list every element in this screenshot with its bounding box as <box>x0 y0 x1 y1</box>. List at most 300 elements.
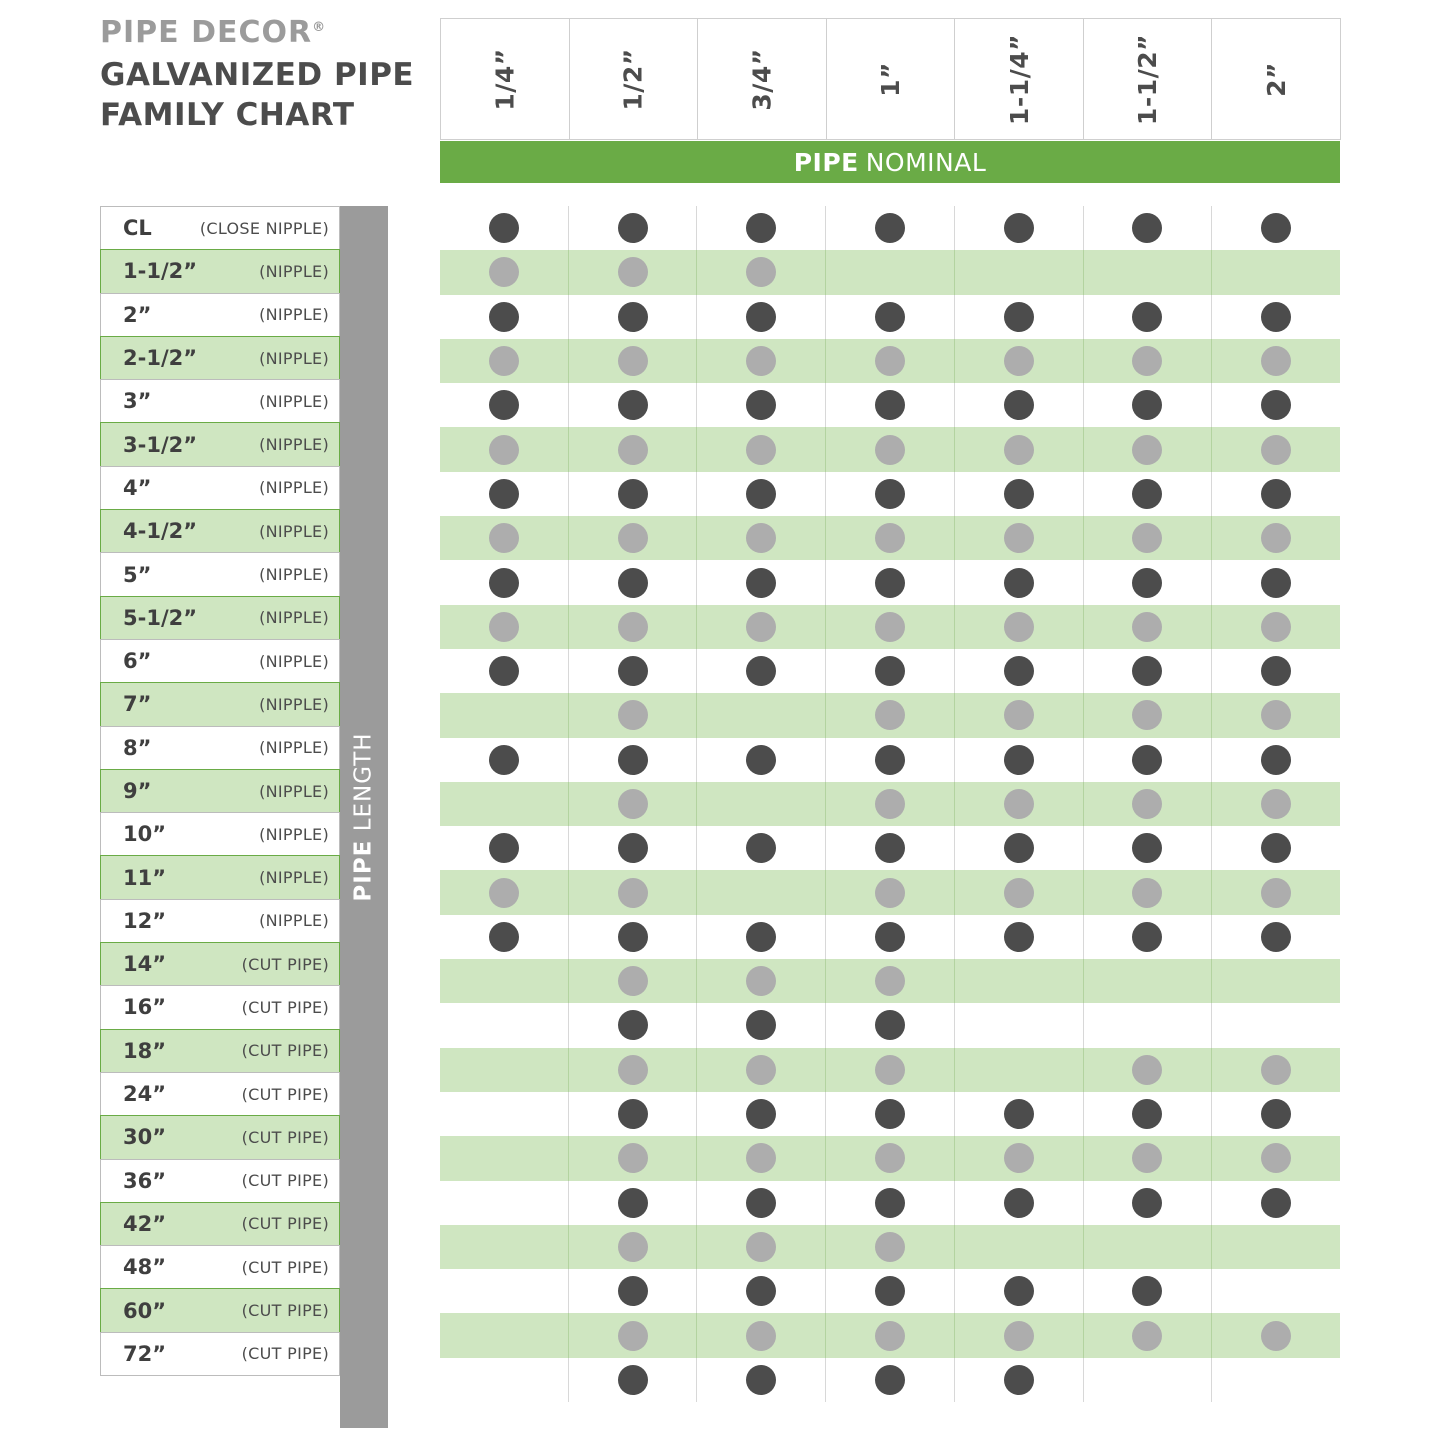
grid-cell <box>696 206 825 250</box>
availability-dot <box>1132 656 1162 686</box>
availability-dot <box>1004 878 1034 908</box>
grid-cell <box>696 250 825 294</box>
row-label-kind: (NIPPLE) <box>259 868 329 888</box>
grid-cell <box>825 738 954 782</box>
empty-cell <box>1261 1276 1291 1306</box>
grid-cell <box>954 516 1083 560</box>
availability-dot <box>618 1321 648 1351</box>
availability-dot <box>489 745 519 775</box>
availability-dot <box>1004 1143 1034 1173</box>
availability-dot <box>1132 523 1162 553</box>
grid-cell <box>568 1003 697 1047</box>
grid-cell <box>440 427 568 471</box>
grid-cell <box>568 339 697 383</box>
grid-cell <box>696 693 825 737</box>
row-label-size: 2-1/2” <box>123 346 198 371</box>
grid-cell <box>1083 870 1212 914</box>
grid-cell <box>1211 1136 1340 1180</box>
availability-dot <box>875 479 905 509</box>
page-title <box>100 56 430 135</box>
grid-cell <box>440 206 568 250</box>
grid-cell <box>1083 295 1212 339</box>
table-row <box>440 605 1340 649</box>
grid-cell <box>568 295 697 339</box>
grid-cell <box>1083 516 1212 560</box>
grid-cell <box>1211 1092 1340 1136</box>
column-headers <box>440 18 1340 140</box>
row-label-kind: (CUT PIPE) <box>241 1084 329 1104</box>
row-label-kind: (NIPPLE) <box>259 391 329 411</box>
availability-dot <box>746 390 776 420</box>
pipe-nominal-bold: PIPE <box>793 147 859 177</box>
availability-dot <box>618 523 648 553</box>
availability-dot <box>1004 656 1034 686</box>
grid-cell <box>825 1358 954 1402</box>
grid-cell <box>825 1225 954 1269</box>
row-label-kind: (NIPPLE) <box>259 694 329 714</box>
availability-dot <box>618 700 648 730</box>
grid-cell <box>825 826 954 870</box>
grid-cell <box>440 250 568 294</box>
grid-cell <box>696 1048 825 1092</box>
row-label <box>100 985 340 1029</box>
row-label-column <box>100 206 340 1375</box>
empty-cell <box>489 1099 519 1129</box>
grid-cell <box>825 472 954 516</box>
column-header-label: 1-1/2” <box>1133 33 1163 125</box>
grid-cell <box>954 1003 1083 1047</box>
empty-cell <box>1004 1232 1034 1262</box>
availability-dot <box>1132 346 1162 376</box>
row-label-size: 4-1/2” <box>123 519 198 544</box>
grid-cell <box>1083 472 1212 516</box>
empty-cell <box>1132 966 1162 996</box>
grid-cell <box>825 206 954 250</box>
grid-cell <box>825 295 954 339</box>
grid-cell <box>825 427 954 471</box>
grid-cell <box>568 826 697 870</box>
table-row <box>440 383 1340 427</box>
grid-cell <box>440 959 568 1003</box>
availability-dot <box>1261 1099 1291 1129</box>
availability-dot <box>618 789 648 819</box>
grid-cell <box>696 782 825 826</box>
grid-cell <box>825 693 954 737</box>
availability-dot <box>1261 656 1291 686</box>
row-label-size: 1-1/2” <box>123 259 198 284</box>
availability-dot <box>1004 1099 1034 1129</box>
availability-dot <box>875 833 905 863</box>
grid-cell <box>568 1269 697 1313</box>
row-label-kind: (NIPPLE) <box>259 651 329 671</box>
table-row <box>440 206 1340 250</box>
empty-cell <box>1004 966 1034 996</box>
table-row <box>440 693 1340 737</box>
grid-cell <box>954 738 1083 782</box>
availability-dot <box>875 1365 905 1395</box>
column-header <box>954 18 1084 140</box>
availability-dot <box>1004 745 1034 775</box>
row-label-size: 2” <box>123 302 152 327</box>
availability-dot <box>1132 435 1162 465</box>
grid-cell <box>1083 1136 1212 1180</box>
table-row <box>440 1358 1340 1402</box>
table-row <box>440 1136 1340 1180</box>
availability-dot <box>1004 435 1034 465</box>
availability-dot <box>1132 302 1162 332</box>
availability-dot <box>1132 568 1162 598</box>
grid-cell <box>568 915 697 959</box>
row-label <box>100 639 340 683</box>
availability-dot <box>746 346 776 376</box>
row-label-size: 24” <box>123 1082 167 1107</box>
grid-cell <box>1211 959 1340 1003</box>
row-label <box>100 422 340 466</box>
availability-dot <box>746 1099 776 1129</box>
availability-dot <box>1004 479 1034 509</box>
grid-cell <box>954 250 1083 294</box>
availability-dot <box>746 1055 776 1085</box>
availability-dot <box>1132 390 1162 420</box>
availability-dot <box>1132 789 1162 819</box>
empty-cell <box>1261 1365 1291 1395</box>
grid-cell <box>568 1136 697 1180</box>
availability-dot <box>618 390 648 420</box>
availability-dot <box>618 302 648 332</box>
row-label-size: 60” <box>123 1298 167 1323</box>
table-row <box>440 649 1340 693</box>
grid-cell <box>1083 693 1212 737</box>
empty-cell <box>875 257 905 287</box>
grid-cell <box>825 915 954 959</box>
grid-cell <box>1211 1225 1340 1269</box>
availability-dot <box>618 1143 648 1173</box>
grid-cell <box>954 915 1083 959</box>
grid-cell <box>440 516 568 560</box>
grid-cell <box>568 1313 697 1357</box>
grid-cell <box>954 206 1083 250</box>
grid-cell <box>696 1225 825 1269</box>
availability-dot <box>489 878 519 908</box>
row-label <box>100 249 340 293</box>
availability-dot <box>1004 922 1034 952</box>
availability-dot <box>618 656 648 686</box>
availability-dot <box>875 346 905 376</box>
grid-cell <box>1083 649 1212 693</box>
row-label-kind: (NIPPLE) <box>259 911 329 931</box>
grid-cell <box>1083 206 1212 250</box>
availability-dot <box>875 568 905 598</box>
availability-dot <box>1004 1321 1034 1351</box>
availability-dot <box>875 1232 905 1262</box>
availability-dot <box>875 302 905 332</box>
availability-dot <box>489 568 519 598</box>
availability-dot <box>875 966 905 996</box>
row-label-size: 12” <box>123 908 167 933</box>
table-row <box>440 959 1340 1003</box>
empty-cell <box>746 700 776 730</box>
availability-dot <box>1004 1365 1034 1395</box>
pipe-nominal-bar <box>440 141 1340 183</box>
grid-cell <box>440 383 568 427</box>
row-label <box>100 1159 340 1203</box>
grid-cell <box>568 782 697 826</box>
row-label-size: 3-1/2” <box>123 432 198 457</box>
availability-dot <box>875 700 905 730</box>
grid-cell <box>568 738 697 782</box>
availability-dot <box>875 1143 905 1173</box>
grid-cell <box>1211 206 1340 250</box>
row-label <box>100 1332 340 1376</box>
availability-dot <box>875 1276 905 1306</box>
column-header-label: 3/4” <box>747 47 777 111</box>
grid-cell <box>954 295 1083 339</box>
grid-cell <box>696 649 825 693</box>
grid-cell <box>954 826 1083 870</box>
availability-dot <box>746 479 776 509</box>
grid-cell <box>696 1358 825 1402</box>
availability-dot <box>618 878 648 908</box>
availability-dot <box>746 523 776 553</box>
grid-cell <box>696 1181 825 1225</box>
row-label <box>100 1029 340 1073</box>
grid-cell <box>825 1136 954 1180</box>
grid-cell <box>825 1269 954 1313</box>
empty-cell <box>489 789 519 819</box>
availability-dot <box>875 1010 905 1040</box>
grid-cell <box>954 1092 1083 1136</box>
row-label <box>100 596 340 640</box>
availability-dot <box>1004 523 1034 553</box>
availability-dot <box>1132 1099 1162 1129</box>
grid-cell <box>696 516 825 560</box>
availability-dot <box>618 922 648 952</box>
availability-dot <box>1261 1143 1291 1173</box>
grid-cell <box>954 1225 1083 1269</box>
empty-cell <box>489 1276 519 1306</box>
availability-dot <box>746 568 776 598</box>
grid-cell <box>1083 605 1212 649</box>
availability-dot <box>489 656 519 686</box>
row-label-size: 7” <box>123 692 152 717</box>
grid-cell <box>696 915 825 959</box>
row-label-size: 16” <box>123 995 167 1020</box>
row-label <box>100 1072 340 1116</box>
row-label <box>100 293 340 337</box>
availability-dot <box>875 1055 905 1085</box>
availability-dot <box>1261 346 1291 376</box>
grid-cell <box>825 250 954 294</box>
grid-cell <box>1083 427 1212 471</box>
row-label-kind: (NIPPLE) <box>259 781 329 801</box>
availability-dot <box>1261 833 1291 863</box>
empty-cell <box>489 1365 519 1395</box>
row-label-kind: (CUT PIPE) <box>241 1041 329 1061</box>
availability-dot <box>489 346 519 376</box>
grid-cell <box>1211 1181 1340 1225</box>
row-label-size: 11” <box>123 865 167 890</box>
row-label-size: 42” <box>123 1211 167 1236</box>
grid-cell <box>1083 1269 1212 1313</box>
row-label-size: 10” <box>123 822 167 847</box>
row-label <box>100 812 340 856</box>
table-row <box>440 250 1340 294</box>
grid-cell <box>1211 1003 1340 1047</box>
availability-dot <box>1004 346 1034 376</box>
grid-cell <box>568 1181 697 1225</box>
grid-cell <box>954 1358 1083 1402</box>
row-label-size: CL <box>123 216 152 241</box>
grid-cell <box>1211 427 1340 471</box>
empty-cell <box>746 789 776 819</box>
row-label-kind: (CUT PIPE) <box>241 1214 329 1234</box>
row-label-kind: (NIPPLE) <box>259 738 329 758</box>
grid-cell <box>825 383 954 427</box>
column-header <box>826 18 956 140</box>
availability-dot <box>618 612 648 642</box>
availability-dot <box>1132 1321 1162 1351</box>
availability-dot <box>489 612 519 642</box>
row-label <box>100 682 340 726</box>
row-label-kind: (CUT PIPE) <box>241 1127 329 1147</box>
grid-cell <box>954 649 1083 693</box>
availability-dot <box>746 302 776 332</box>
availability-dot <box>618 1010 648 1040</box>
availability-dot <box>746 612 776 642</box>
grid-cell <box>1211 560 1340 604</box>
grid-cell <box>1211 1358 1340 1402</box>
empty-cell <box>1004 1055 1034 1085</box>
availability-dot <box>1132 1143 1162 1173</box>
availability-dot <box>618 1099 648 1129</box>
grid-cell <box>1211 826 1340 870</box>
availability-dot <box>1261 922 1291 952</box>
table-row <box>440 1313 1340 1357</box>
availability-dot <box>618 257 648 287</box>
pipe-length-bold: PIPE <box>351 839 378 902</box>
grid-cell <box>954 782 1083 826</box>
row-label-kind: (NIPPLE) <box>259 565 329 585</box>
grid-cell <box>568 206 697 250</box>
availability-dot <box>1132 700 1162 730</box>
availability-dot <box>875 213 905 243</box>
dot-grid <box>440 206 1340 1402</box>
grid-cell <box>825 782 954 826</box>
availability-dot <box>489 479 519 509</box>
availability-dot <box>489 302 519 332</box>
grid-cell <box>954 1313 1083 1357</box>
table-row <box>440 1225 1340 1269</box>
availability-dot <box>746 922 776 952</box>
grid-cell <box>1083 915 1212 959</box>
grid-cell <box>1083 826 1212 870</box>
grid-cell <box>825 1048 954 1092</box>
availability-dot <box>746 1188 776 1218</box>
row-label-kind: (CLOSE NIPPLE) <box>199 218 329 238</box>
row-label-size: 9” <box>123 779 152 803</box>
row-label-kind: (NIPPLE) <box>259 435 329 455</box>
row-label-size: 8” <box>123 735 152 760</box>
column-header <box>697 18 827 140</box>
grid-cell <box>696 383 825 427</box>
availability-dot <box>1132 479 1162 509</box>
grid-cell <box>568 427 697 471</box>
table-row <box>440 738 1340 782</box>
grid-cell <box>696 870 825 914</box>
availability-dot <box>618 1232 648 1262</box>
grid-cell <box>1083 560 1212 604</box>
availability-dot <box>618 745 648 775</box>
grid-cell <box>825 1181 954 1225</box>
column-header-label: 2” <box>1261 61 1291 97</box>
brand-block <box>100 15 430 135</box>
grid-cell <box>1083 1048 1212 1092</box>
grid-cell <box>1211 295 1340 339</box>
grid-cell <box>440 915 568 959</box>
table-row <box>440 1048 1340 1092</box>
grid-cell <box>825 560 954 604</box>
row-label <box>100 379 340 423</box>
grid-cell <box>696 738 825 782</box>
registered-mark: ® <box>312 20 327 35</box>
grid-cell <box>440 1048 568 1092</box>
grid-cell <box>440 1003 568 1047</box>
grid-cell <box>440 782 568 826</box>
brand-logo <box>100 15 430 50</box>
column-header-label: 1/2” <box>618 47 648 111</box>
table-row <box>440 782 1340 826</box>
availability-dot <box>618 346 648 376</box>
availability-dot <box>746 1010 776 1040</box>
row-label-size: 5” <box>123 562 152 587</box>
empty-cell <box>489 1321 519 1351</box>
grid-cell <box>1211 383 1340 427</box>
table-row <box>440 339 1340 383</box>
availability-dot <box>1004 390 1034 420</box>
availability-dot <box>618 966 648 996</box>
availability-dot <box>1261 1055 1291 1085</box>
availability-dot <box>1261 1188 1291 1218</box>
table-row <box>440 826 1340 870</box>
row-label-size: 3” <box>123 389 152 414</box>
grid-cell <box>440 1136 568 1180</box>
pipe-length-band <box>340 206 388 1428</box>
empty-cell <box>489 1143 519 1173</box>
availability-dot <box>1004 302 1034 332</box>
row-label-size: 18” <box>123 1038 167 1063</box>
grid-cell <box>1083 959 1212 1003</box>
grid-cell <box>1211 516 1340 560</box>
grid-cell <box>1083 1358 1212 1402</box>
availability-dot <box>1004 612 1034 642</box>
empty-cell <box>1004 1010 1034 1040</box>
grid-cell <box>1211 782 1340 826</box>
grid-cell <box>1083 1313 1212 1357</box>
table-row <box>440 1269 1340 1313</box>
grid-cell <box>440 1181 568 1225</box>
grid-cell <box>1211 472 1340 516</box>
availability-dot <box>618 1276 648 1306</box>
grid-cell <box>825 1092 954 1136</box>
availability-dot <box>746 1232 776 1262</box>
grid-cell <box>954 959 1083 1003</box>
row-label-size: 14” <box>123 952 167 977</box>
grid-cell <box>825 605 954 649</box>
availability-dot <box>875 656 905 686</box>
availability-dot <box>618 1188 648 1218</box>
grid-cell <box>440 649 568 693</box>
availability-dot <box>875 745 905 775</box>
